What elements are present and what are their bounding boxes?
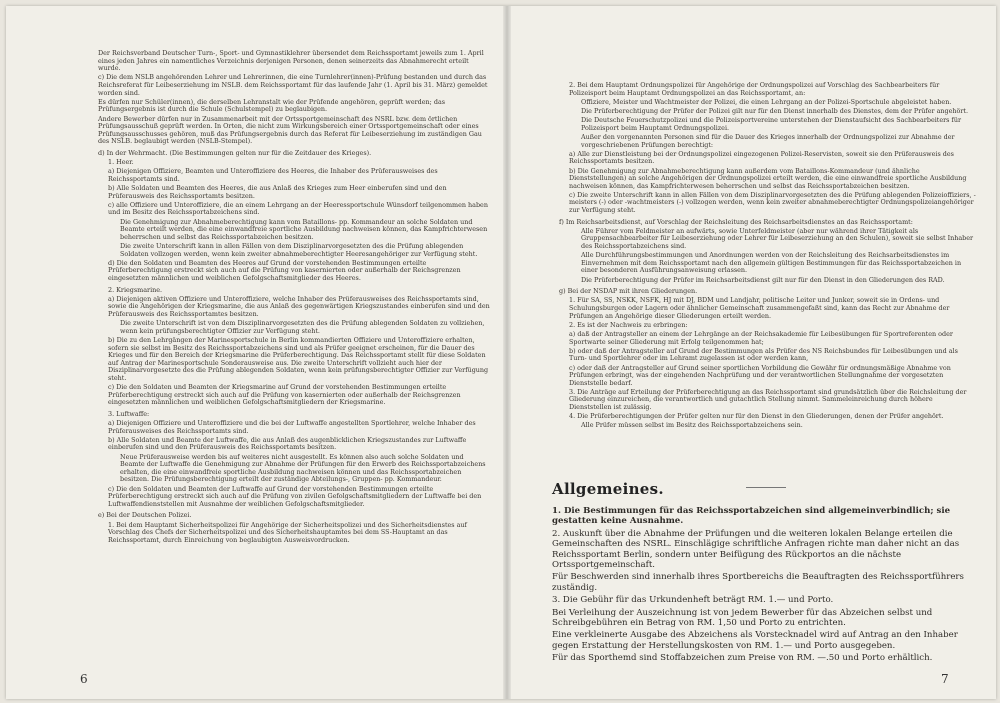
paragraph: f) Im Reichsarbeitsdienst, auf Vorschlag der Reichsleitung des Reichsarbeitsdienstes an das Reichssportamt: <box>559 217 913 226</box>
left-page <box>6 6 503 699</box>
paragraph: Außer den vorgenannten Personen sind für die Dauer des Krieges innerhalb der Ordnungspolizei zur Abnahme der vorgeschriebenen Prüfungen berechtigt: <box>581 132 955 149</box>
center-fold <box>503 6 511 699</box>
paragraph: b) Alle Soldaten und Beamten des Heeres, die aus Anlaß des Krieges zum Heer einberufen sind und den Prüferausweis des Reichssportamts besitzen. <box>108 184 447 200</box>
paragraph: a) Diejenigen Offiziere, Beamten und Unteroffiziere des Heeres, die Inhaber des Prüferausweises des Reichssportamts sind. <box>108 167 438 183</box>
paragraph: Neue Prüferausweise werden bis auf weiteres nicht ausgestellt. Es können also auch solche Soldaten und Beamte der Luftwaffe die Genehmigung zur Abnahme der Prüfungen für den Erwerb des Reichssportabzeichens erhalten, die eine einwandfreie sportliche Ausbildung nachweisen können und das Reichssportabzeichen besitzen. Die Prüfungsberechtigung erteilt der zuständige Abteilungs-, Gruppen- pp. Kommandeur. <box>120 452 486 484</box>
paragraph: Offiziere, Meister und Wachtmeister der Polizei, die einen Lehrgang an der Polizei-Sportschule abgeleistet haben. <box>581 97 952 106</box>
paragraph: d) In der Wehrmacht. (Die Bestimmungen gelten nur für die Zeitdauer des Krieges). <box>98 148 372 157</box>
paragraph: 1. Heer. <box>108 158 134 167</box>
general-paragraph: Eine verkleinerte Ausgabe des Abzeichens als Vorstecknadel wird auf Antrag an den Inhaber gegen Erstattung der Herstellungskosten von RM. 1.— und Porto ausgegeben. <box>552 630 958 651</box>
paragraph: a) Diejenigen Offiziere und Unteroffiziere und die bei der Luftwaffe angestellten Sportlehrer, welche Inhaber des Prüferausweises des Reichssportamts sind. <box>108 419 476 435</box>
paragraph: c) Die den Soldaten und Beamten der Kriegsmarine auf Grund der vorstehenden Bestimmungen erteilte Prüferberechtigung erstreckt sich auch auf die Prüfung von kasernierten oder außerhalb der Reichsgrenzen eingesetzten männlichen und weiblichen Gefolgschaftsmitgliedern der Kriegsmarine. <box>108 383 461 407</box>
paragraph: 2. Kriegsmarine. <box>108 285 163 294</box>
paragraph: 3. Luftwaffe: <box>108 409 150 418</box>
paragraph: 1. Bei dem Hauptamt Sicherheitspolizei für Angehörige der Sicherheitspolizei und des Sicherheitsdienstes auf Vorschlag des Chefs der Sicherheitspolizei und des Sicherheitshauptamtes bei dem SS-Hauptamt an das Reichssportamt, durch Einreichung von beglaubigten Ausweisvordrucken. <box>108 520 467 544</box>
paragraph: b) Die zu den Lehrgängen der Marinesportschule in Berlin kommandierten Offiziere und Unteroffiziere erhalten, sofern sie selbst im Besitz des Reichssportabzeichens sind und als Prüfer geeignet erscheinen, für die Dauer des Krieges und für den Bereich der Kriegsmarine die Prüferberechtigung. Das Reichssportamt stellt für diese Soldaten auf Antrag der Marinesportschule Sonderausweise aus. Die zweite Unterschrift vollzieht auch hier der Disziplinarvorgesetzte des die Prüfung ablegenden Soldaten, wenn kein prüfungsberechtigter Offizier zur Verfügung steht. <box>108 335 489 382</box>
paragraph: Die Prüferberechtigung der Prüfer im Reichsarbeitsdienst gilt nur für den Dienst in den Gliederungen des RAD. <box>581 275 945 284</box>
paragraph: 2. Bei dem Hauptamt Ordnungspolizei für Angehörige der Ordnungspolizei auf Vorschlag des Sachbearbeiters für Polizeisport beim Hauptamt Ordnungspolizei an das Reichssportamt, an: <box>569 81 940 97</box>
paragraph: Alle Führer vom Feldmeister an aufwärts, sowie Unterfeldmeister (aber nur während ihrer Tätigkeit als Gruppensachbearbeiter für Leibeserziehung oder Lehrer für Leibeserziehung an den Schulen), soweit sie selbst Inhaber des Reichssportabzeichens sind. <box>581 226 974 251</box>
general-paragraph: 3. Die Gebühr für das Urkundenheft beträgt RM. 1.— und Porto. <box>552 595 834 606</box>
paragraph: 3. Die Anträge auf Erteilung der Prüferberechtigung an das Reichssportamt sind grundsätzlich über die Reichsleitung der Gliederung einzureichen, die verantwortlich und gutachtlich Stellung nimmt. Sammeleinreichung durch höhere Dienststellen ist zulässig. <box>569 387 967 412</box>
general-paragraph: Für das Sporthemd sind Stoffabzeichen zum Preise von RM. —.50 und Porto erhältlich. <box>552 653 933 664</box>
paragraph: e) Bei der Deutschen Polizei. <box>98 511 192 520</box>
paragraph: b) Die Genehmigung zur Abnahmeberechtigung kann außerdem vom Bataillons-Kommandeur (und ähnliche Dienststellungen) an solche Angehörigen der Ordnungspolizei erteilt werden, die eine einwandfreie sportliche Ausbildung nachweisen können, das Kampfrichterwesen beherrschen und selbst das Reichssportabzeichen besitzen. <box>569 166 967 190</box>
paragraph: d) Die den Soldaten und Beamten des Heeres auf Grund der vorstehenden Bestimmungen erteilte Prüferberechtigung erstreckt sich auch auf die Prüfung von kasernierten oder außerhalb der Reichsgrenzen eingesetzten männlichen und weiblichen Gefolgschaftsmitglieder des Heeres. <box>108 258 461 282</box>
paragraph: Die zweite Unterschrift ist von dem Disziplinarvorgesetzten des die Prüfung ablegenden Soldaten zu vollziehen, wenn kein prüfungsberechtigter Offizier zur Verfügung steht. <box>120 319 485 335</box>
page-number-right: 7 <box>941 672 949 686</box>
paragraph: c) alle Offiziere und Unteroffiziere, die an einem Lehrgang an der Heeressportschule Wünsdorf teilgenommen haben und im Besitz des Reichssportabzeichens sind. <box>108 200 488 217</box>
paragraph: Die zweite Unterschrift kann in allen Fällen von dem Disziplinarvorgesetzten des die Prüfung ablegenden Soldaten vollzogen werden, wenn kein zweiter abnahmeberechtigter Heeresangehöriger zur Verfügung steht. <box>120 242 478 258</box>
paragraph: g) Bei der NSDAP mit ihren Gliederungen. <box>559 287 698 296</box>
right-page-text <box>559 82 977 432</box>
paragraph: 4. Die Prüferberechtigungen der Prüfer gelten nur für den Dienst in den Gliederungen, denen der Prüfer angehört. <box>569 412 944 421</box>
paragraph: c) oder daß der Antragsteller auf Grund seiner sportlichen Vorbildung die Gewähr für ordnungsmäßige Abnahme von Prüfungen erbringt, was der eingehenden Nachprüfung und der verantwortlichen Stellungnahme der vorgesetzten Dienststelle bedarf. <box>569 363 951 387</box>
general-rules-text <box>552 506 972 666</box>
general-paragraph: 1. Die Bestimmungen für das Reichssportabzeichen sind allgemeinverbindlich; sie gestatten keine Ausnahme. <box>552 506 951 527</box>
paragraph: Andere Bewerber dürfen nur in Zusammenarbeit mit der Ortssportgemeinschaft des NSRL bzw. dem örtlichen Prüfungsausschuß geprüft werden. In Orten, die nicht zum Wirkungsbereich einer Ortssportgemeinschaft oder eines Prüfungsausschusses gehören, muß das Prüfungsergebnis durch das Referat für Leibeserziehung im zuständigen Gau des NSLB. beglaubigt werden (NSLB-Stempel). <box>98 114 482 146</box>
section-divider <box>746 487 786 488</box>
paragraph: a) daß der Antragsteller an einem der Lehrgänge an der Reichsakademie für Leibesübungen für Sportreferenten oder Sportwarte seiner Gliederung mit Erfolg teilgenommen hat; <box>569 329 953 346</box>
paragraph: Die Genehmigung zur Abnahmeberechtigung kann vom Bataillons- pp. Kommandeur an solche Soldaten und Beamte erteilt werden, die eine einwandfreie sportliche Ausbildung nachweisen können, das Kampfrichterwesen beherrschen und selbst das Reichssportabzeichen besitzen. <box>120 217 488 241</box>
paragraph: Die Prüferberechtigung der Prüfer der Polizei gilt nur für den Dienst innerhalb des Dienstes, dem der Prüfer angehört. <box>581 106 969 115</box>
paragraph: Die Deutsche Feuerschutzpolizei und die Polizeisportvereine unterstehen der Dienstaufsicht des Sachbearbeiters für Polizeisport beim Hauptamt Ordnungspolizei. <box>581 116 962 132</box>
paragraph: Alle Durchführungsbestimmungen und Anordnungen werden von der Reichsleitung des Reichsarbeitsdienstes im Einvernehmen mit dem Reichssportamt nach den allgemein gültigen Bestimmungen für das Reichssportabzeichen in einer besonderen Ausführungsanweisung erlassen. <box>581 251 962 275</box>
paragraph: c) Die zweite Unterschrift kann in allen Fällen von dem Disziplinarvorgesetzten des die Prüfung ablegenden Polizeioffiziers, -meisters (-) oder -wachtmeisters (-) vollzogen werden, wenn kein zweiter abnahmeberechtigter Ordnungspolizeiangehöriger zur Verfügung steht. <box>569 190 976 215</box>
paragraph: Der Reichsverband Deutscher Turn-, Sport- und Gymnastiklehrer übersendet dem Reichssportamt jeweils zum 1. April eines jeden Jahres ein namentliches Verzeichnis derjenigen Personen, denen seinerzeits das Abnahmerecht erteilt wurde. <box>98 49 484 73</box>
paragraph: c) Die den Soldaten und Beamten der Luftwaffe auf Grund der vorstehenden Bestimmungen erteilte Prüferberechtigung erstreckt sich auch auf die Prüfung von zivilen Gefolgschaftsmitgliedern der Luftwaffe bei den Luftwaffendienststellen mit Ausnahme der weiblichen Gefolgschaftsmitglieder. <box>108 484 482 508</box>
paragraph: Es dürfen nur Schüler(innen), die derselben Lehranstalt wie der Prüfende angehören, geprüft werden; das Prüfungsergebnis ist durch die Schule (Schulstempel) zu beglaubigen. <box>98 97 446 114</box>
paragraph: 2. Es ist der Nachweis zu erbringen: <box>569 320 688 329</box>
general-paragraph: 2. Auskunft über die Abnahme der Prüfungen und die weiteren lokalen Belange erteilen die Gemeinschaften des NSRL. Einschlägige schriftliche Anfragen richte man daher nicht an das Reichssportamt Berlin, sondern unter Beifügung des Rückportos an die nächste Ortssportgemeinschaft. <box>552 528 960 571</box>
paragraph: Alle Prüfer müssen selbst im Besitz des Reichssportabzeichens sein. <box>581 421 803 430</box>
paragraph: 1. Für SA, SS, NSKK, NSFK, HJ mit DJ, BDM und Landjahr, politische Leiter und Junker, soweit sie in Ordens- und Schulungsburgen oder Lagern oder ähnlicher Gemeinschaft zusammengefaßt sind, kann das Recht zur Abnahme der Prüfungen an Angehörige dieser Gliederungen erteilt werden. <box>569 296 950 320</box>
paragraph: c) Die dem NSLB angehörenden Lehrer und Lehrerinnen, die eine Turnlehrer(innen)-Prüfung bestanden und durch das Reichsreferat für Leibeserziehung im NSLB. dem Reichssportamt für das laufende Jahr (1. April bis 31. März) gemeldet worden sind. <box>98 73 488 97</box>
page-number-left: 6 <box>80 672 88 686</box>
paragraph: b) Alle Soldaten und Beamte der Luftwaffe, die aus Anlaß des augenblicklichen Kriegszustandes zur Luftwaffe einberufen sind und den Prüferausweis des Reichssportamts besitzen. <box>108 435 467 452</box>
left-page-text <box>98 50 490 546</box>
general-paragraph: Bei Verleihung der Auszeichnung ist von jedem Bewerber für das Abzeichen selbst und Schreibgebühren ein Betrag von RM. 1,50 und Porto zu entrichten. <box>552 607 933 629</box>
general-heading: Allgemeines. <box>552 480 664 498</box>
paragraph: b) oder daß der Antragsteller auf Grund der Bestimmungen als Prüfer des NS Reichsbundes für Leibesübungen und als Turn- und Sportlehrer oder im Lehramt zugelassen ist oder werden kann, <box>569 346 958 363</box>
paragraph: a) Diejenigen aktiven Offiziere und Unteroffiziere, welche Inhaber des Prüferausweises des Reichssportamts sind, sowie die Angehörigen der Kriegsmarine, die aus Anlaß des gegenwärtigen Kriegszustandes einberufen sind und den Prüferausweis des Reichssportamtes besitzen. <box>108 294 490 318</box>
general-paragraph: Für Beschwerden sind innerhalb ihres Sportbereichs die Beauftragten des Reichssportführers zuständig. <box>552 572 964 593</box>
paragraph: a) Alle zur Dienstleistung bei der Ordnungspolizei eingezogenen Polizei-Reservisten, soweit sie den Prüferausweis des Reichssportamts besitzen. <box>569 149 954 166</box>
